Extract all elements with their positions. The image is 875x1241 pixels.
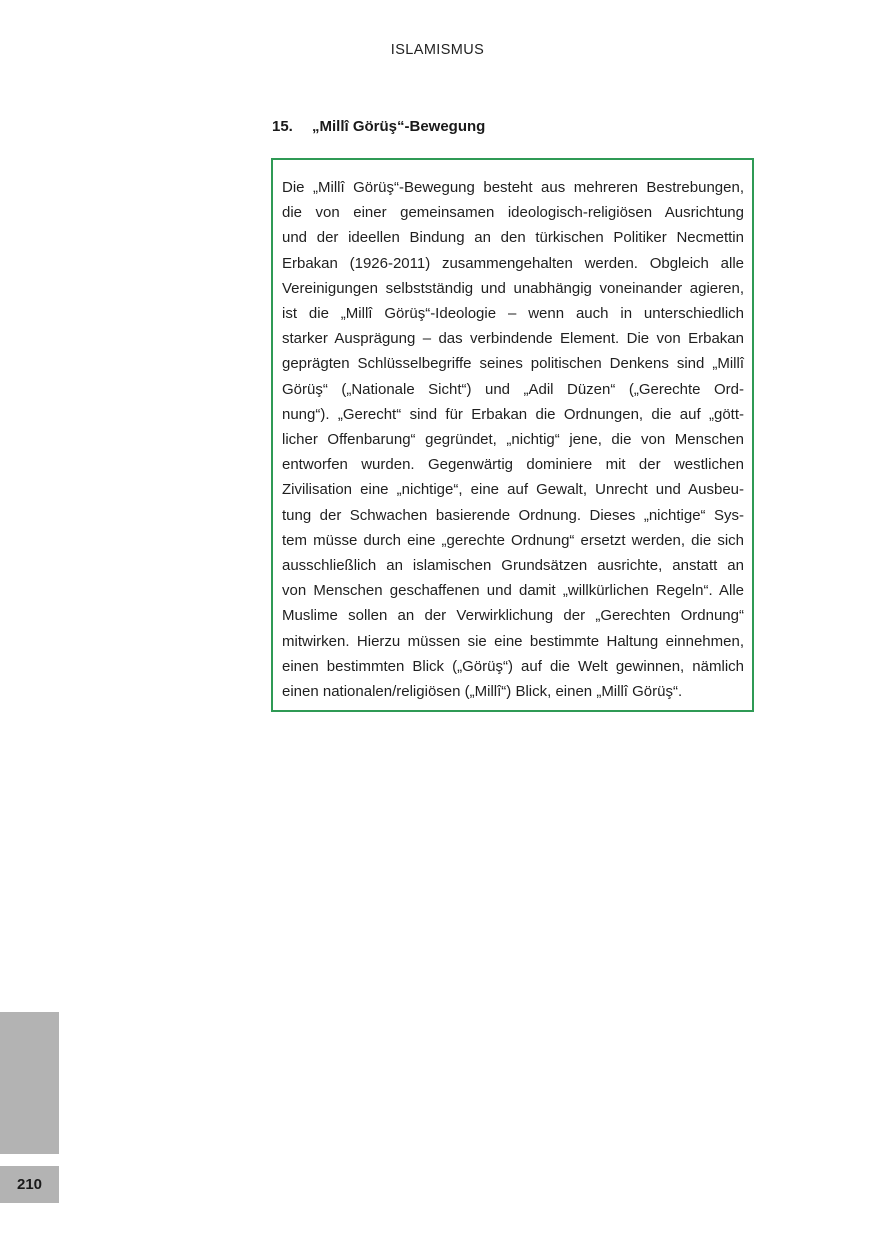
- text-line: Muslime sollen an der Verwirklichung der „Gerechten Ordnung“: [282, 607, 744, 625]
- text-line: und der ideellen Bindung an den türkischen Politiker Necmettin: [282, 229, 744, 247]
- page-number: 210: [0, 1166, 59, 1203]
- section-heading: [272, 118, 485, 135]
- text-line: tem müsse durch eine „gerechte Ordnung“ ersetzt werden, die sich: [282, 531, 744, 549]
- info-box-text: [282, 175, 744, 704]
- text-line: Vereinigungen selbstständig und unabhängig voneinander agieren,: [282, 279, 744, 297]
- side-tab-marker: [0, 1012, 59, 1154]
- text-line: die von einer gemeinsamen ideologisch-religiösen Ausrichtung: [282, 204, 744, 222]
- text-line: Erbakan (1926-2011) zusammengehalten werden. Obgleich alle: [282, 254, 744, 272]
- text-line: einen bestimmten Blick („Görüş“) auf die Welt gewinnen, nämlich: [282, 657, 744, 675]
- text-line: starker Ausprägung – das verbindende Element. Die von Erbakan: [282, 330, 744, 348]
- info-box: [271, 158, 754, 712]
- text-line: Zivilisation eine „nichtige“, eine auf Gewalt, Unrecht und Ausbeu-: [282, 481, 744, 499]
- text-line: licher Offenbarung“ gegründet, „nichtig“ jene, die von Menschen: [282, 431, 744, 449]
- text-line: mitwirken. Hierzu müssen sie eine bestimmte Haltung einnehmen,: [282, 632, 744, 650]
- text-line: ausschließlich an islamischen Grundsätzen ausrichte, anstatt an: [282, 557, 744, 575]
- text-line: Die „Millî Görüş“-Bewegung besteht aus mehreren Bestrebungen,: [282, 179, 744, 196]
- text-line: nung“). „Gerecht“ sind für Erbakan die Ordnungen, die auf „gött-: [282, 405, 744, 423]
- text-line: Görüş“ („Nationale Sicht“) und „Adil Düzen“ („Gerechte Ord-: [282, 380, 744, 398]
- section-number: 15.: [272, 118, 293, 135]
- text-line: von Menschen geschaffenen und damit „willkürlichen Regeln“. Alle: [282, 582, 744, 600]
- text-line: einen nationalen/religiösen („Millî“) Blick, einen „Millî Görüş“.: [282, 683, 683, 701]
- section-title: „Millî Görüş“-Bewegung: [312, 118, 486, 135]
- running-header: ISLAMISMUS: [390, 42, 485, 58]
- text-line: geprägten Schlüsselbegriffe seines politischen Denkens sind „Millî: [282, 355, 744, 373]
- text-line: tung der Schwachen basierende Ordnung. Dieses „nichtige“ Sys-: [282, 506, 744, 524]
- text-line: entworfen wurden. Gegenwärtig dominiere mit der westlichen: [282, 456, 744, 474]
- text-line: ist die „Millî Görüş“-Ideologie – wenn auch in unterschiedlich: [282, 305, 744, 323]
